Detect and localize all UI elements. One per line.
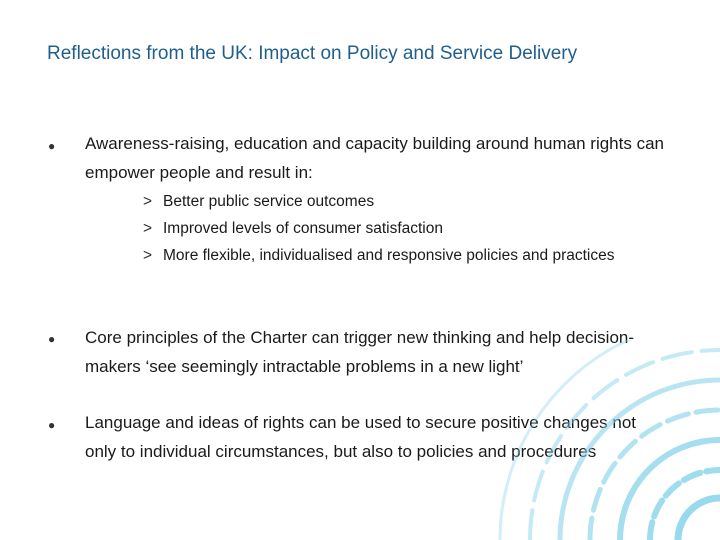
bullet-text-3: Language and ideas of rights can be used to secure positive changes not only to individual circumstances, but also to policies and procedures	[85, 413, 636, 461]
bullet-text-2: Core principles of the Charter can trigger new thinking and help decision-makers ‘see seemingly intractable problems in a new light’	[85, 328, 635, 376]
bullet-text-1: Awareness-raising, education and capacity building around human rights can empower people and result in:	[85, 134, 664, 182]
sub-bullet-text-2: Improved levels of consumer satisfaction	[163, 220, 443, 237]
slide-title: Reflections from the UK: Impact on Policy and Service Delivery	[47, 43, 578, 64]
bullet-icon: ●	[48, 332, 56, 346]
bullet-icon: ●	[48, 418, 56, 432]
sub-bullet-1	[143, 188, 663, 215]
sub-bullet-2	[143, 215, 663, 242]
arrow-icon: >	[143, 193, 153, 210]
sub-bullet-3	[143, 242, 623, 269]
arrow-icon: >	[143, 247, 153, 264]
sub-bullet-text-3: More flexible, individualised and responsive policies and practices	[163, 247, 615, 264]
sub-bullet-text-1: Better public service outcomes	[163, 193, 375, 210]
arrow-icon: >	[143, 220, 153, 237]
bullet-icon: ●	[48, 139, 56, 153]
concentric-arcs-decoration	[460, 340, 720, 540]
